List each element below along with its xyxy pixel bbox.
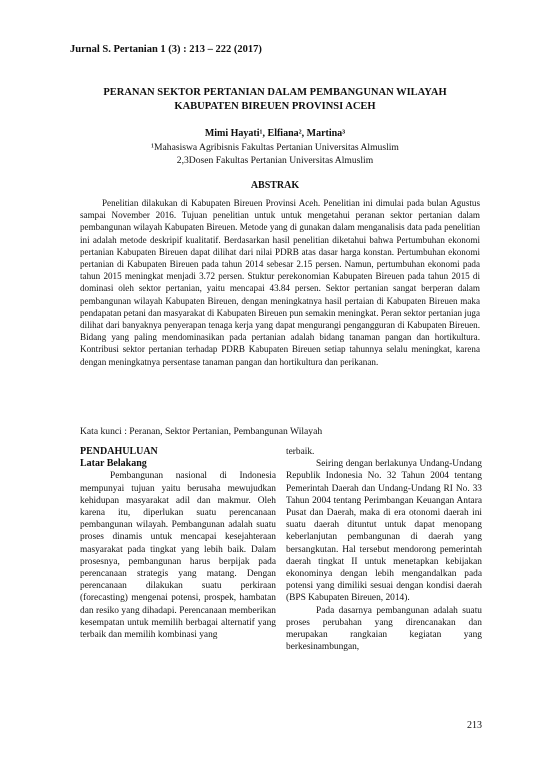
abstract-body bbox=[80, 197, 480, 368]
keywords: Kata kunci : Peranan, Sektor Pertanian, Pembangunan Wilayah bbox=[80, 426, 323, 437]
right-column bbox=[286, 446, 482, 653]
subsection-heading: Latar Belakang bbox=[80, 458, 147, 470]
section-heading: PENDAHULUAN bbox=[80, 446, 158, 457]
title-line-1: PERANAN SEKTOR PERTANIAN DALAM PEMBANGUNAN WILAYAH bbox=[103, 87, 447, 98]
right-paragraph-1: Seiring dengan berlakunya Undang-Undang Republik Indonesia No. 32 Tahun 2004 tentang Pemerintah Daerah dan Undang-Undang RI No. 33 Tahun 2004 tentang Perimbangan Keuangan Antara Pusat dan Daerah, maka di era otonomi daerah ini suatu daerah dituntut untuk dapat menopang keberlanjutan pembangunan di daerah yang bersangkutan. Hal tersebut mendorong pemerintah daerah tingkat II untuk menetapkan kebijakan ekonominya dengan lebih mengandalkan pada potensi yang dimiliki sesuai dengan kondisi daerah (BPS Kabupaten Bireuen, 2014). bbox=[286, 459, 482, 604]
abstract-heading: ABSTRAK bbox=[250, 180, 300, 191]
abstract-text: Penelitian dilakukan di Kabupaten Bireuen Provinsi Aceh. Penelitian ini dimulai pada bulan Agustus sampai November 2016. Tujuan penelitian untuk untuk mengetahui peranan sektor pertanian dalam pembangunan wilayah Kabupaten Bireuen. Metode yang di gunakan dalam menganalisis data pada penelitian ini adalah metode deskripif kualitatif. Berdasarkan hasil penelitian diketahui bahwa Pertumbuhan ekonomi pertanian Kabupaten Bireuen dapat dilihat dari nilai PDRB atas dasar harga konstan. Pertumbuhan ekonomi pertanian di Kabupaten Bireuen pada tahun 2014 sebesar 2.15 persen. Namun, pertumbuhan ekonomi pada tahun 2015 meningkat menjadi 3.72 persen. Stuktur perekonomian Kabupaten Bireuen pada tahun 2015 di dominasi oleh sektor pertanian, yaitu mencapai 43.84 persen. Sektor pertanian sangat berperan dalam pembangunan wilayah Kabupaten Bireuen, dengan meningkatnya hasil pertaian di Kabupaten Bireuen maka pendapatan petani dan masyarakat di Kabupaten Bireuen pun semakin meningkat. Peran sektor pertanian juga dilihat dari banyaknya penyerapan tenaga kerja yang dapat mengurangi pengangguran di Kabupaten Bireuen. Bidang yang paling mendominasikan pada pertanian adalah bidang tanaman pangan dan hortikultura. Kontribusi sektor pertanian terhadap PDRB Kabupaten Bireuen setiap tahunnya selalu meningkat, karena dengan meningkatnya persentase tanaman pangan dan hortikultura dan perikanan. bbox=[80, 198, 480, 367]
left-paragraph: Pembangunan nasional di Indonesia mempunyai tujuan yaitu berusaha mewujudkan kehidupan masyarakat adil dan makmur. Oleh karena itu, diperlukan suatu perencanaan pembangunan wilayah. Pembangunan adalah suatu proses dinamis untuk mencapai kesejahteraan masyarakat pada tingkat yang lebih baik. Dalam prosesnya, pembangunan harus berpijak pada perencanaan strategis yang matang. Dengan perencanaan dilakukan suatu perkiraan (forecasting) mengenai potensi, prospek, hambatan dan resiko yang dihadapi. Perencanaan memberikan kesempatan untuk memilih berbagai alternatif yang terbaik dan memilih kombinasi yang bbox=[80, 471, 276, 641]
affiliation-2: 2,3Dosen Fakultas Pertanian Universitas Almuslim bbox=[176, 155, 374, 166]
left-column bbox=[80, 446, 276, 641]
right-paragraph-2: Pada dasarnya pembangunan adalah suatu proses perubahan yang direncanakan dan merupakan rangkaian kegiatan yang berkesinambungan, bbox=[286, 605, 482, 653]
affiliation-1: ¹Mahasiswa Agribisnis Fakultas Pertanian Universitas Almuslim bbox=[151, 142, 399, 153]
journal-header: Jurnal S. Pertanian 1 (3) : 213 – 222 (2017) bbox=[70, 44, 262, 55]
authors: Mimi Hayati¹, Elfiana², Martina³ bbox=[204, 128, 346, 139]
page-number: 213 bbox=[467, 720, 482, 731]
right-continuation: terbaik. bbox=[286, 447, 315, 457]
paper-title bbox=[70, 86, 480, 114]
title-line-2: KABUPATEN BIREUEN PROVINSI ACEH bbox=[174, 101, 376, 112]
